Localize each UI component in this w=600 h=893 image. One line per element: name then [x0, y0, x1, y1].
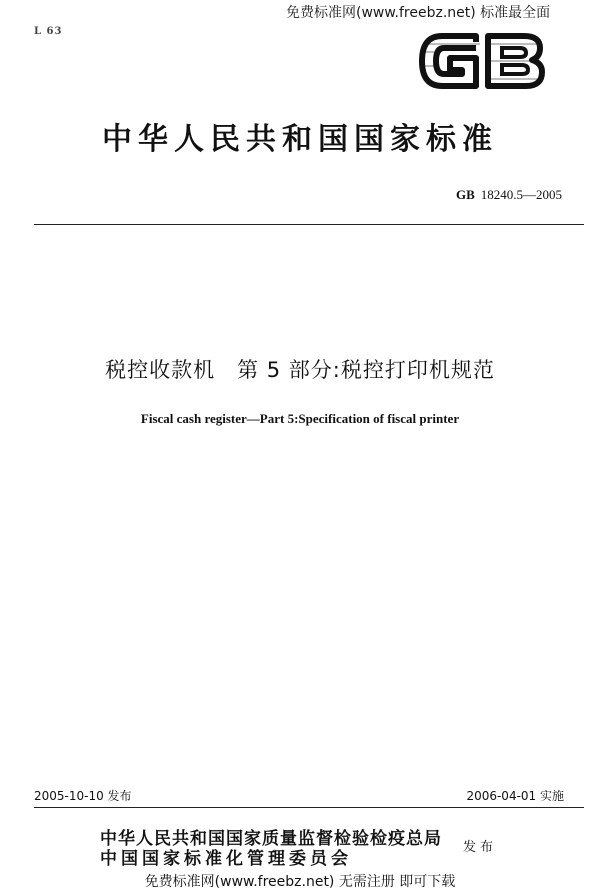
standard-title-en: Fiscal cash register—Part 5:Specification of fiscal printer [140, 411, 460, 426]
standard-number-value: 18240.5—2005 [480, 187, 562, 202]
issuer-line-1: 中华人民共和国国家质量监督检验检疫总局 [100, 829, 442, 849]
implementation-date: 2006-04-01 实施 [466, 789, 564, 803]
issuer-line-2: 中国国家标准化管理委员会 [100, 849, 352, 869]
top-divider [34, 224, 584, 225]
title-cn-part1: 税控收款机 [105, 358, 216, 382]
ics-code: L 63 [34, 26, 63, 37]
bottom-divider [34, 807, 584, 808]
issue-date: 2005-10-10 发布 [34, 789, 132, 803]
bottom-watermark: 免费标准网(www.freebz.net) 无需注册 即可下载 [144, 874, 456, 890]
standard-number [456, 187, 562, 203]
standard-title-cn [0, 354, 600, 384]
standard-number-prefix: GB [455, 187, 475, 202]
issued-label: 发布 [463, 840, 498, 855]
title-cn-part2: 第 5 部分:税控打印机规范 [237, 358, 495, 382]
gb-logo [414, 26, 550, 96]
national-standard-title: 中华人民共和国国家标准 [102, 122, 498, 157]
top-watermark: 免费标准网(www.freebz.net) 标准最全面 [286, 5, 551, 21]
